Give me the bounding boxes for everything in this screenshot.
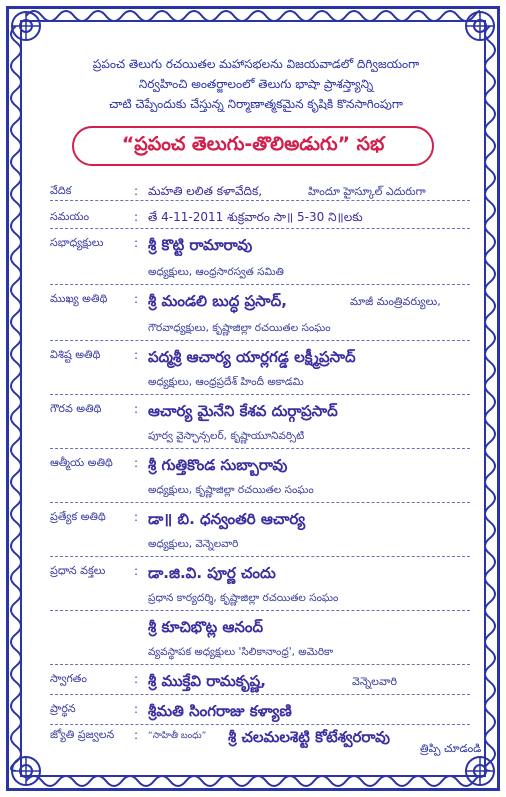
intro-text [56, 54, 456, 114]
corner-ornament-icon [4, 749, 48, 793]
row-desc: అధ్యక్షులు, ఆంధ్రప్రదేశ్ హిందీ అకాడమి [148, 376, 304, 388]
divider [50, 448, 470, 449]
border-pattern-bottom [26, 771, 480, 791]
row-value: శ్రీ కూచిభొట్ల ఆనంద్ [148, 618, 264, 636]
border-pattern-right [480, 26, 500, 771]
row-value: శ్రీ చలమలశెట్టి కోటేశ్వరరావు [228, 728, 390, 746]
row-desc: పూర్వ వైస్ఛాన్సలర్, కృష్ణాయూనివర్సిటి [148, 430, 305, 442]
row-label: జ్యోతి ప్రజ్వలన [50, 728, 115, 741]
row-label: వేదిక [50, 184, 72, 197]
row-label: సభాధ్యక్షులు [50, 236, 104, 249]
row-label: సమయం [50, 210, 90, 223]
intro-line: నిర్వహించి అంతర్జాలంలో తెలుగు భాషా ప్రాశస్త్యాన్ని [138, 77, 374, 91]
row-value: శ్రీ కొట్టి రామారావు [148, 236, 253, 254]
row-label: ముఖ్య అతిథి [50, 292, 108, 305]
row-label: ఆత్మీయ అతిథి [50, 456, 113, 469]
row-value: ఆచార్య మైనేని కేశవ దుర్గాప్రసాద్ [148, 402, 338, 420]
event-title: “ప్రపంచ తెలుగు-తొలిఅడుగు” సభ [121, 132, 385, 155]
row-desc: అధ్యక్షులు, వెన్నెలవారి [148, 538, 239, 550]
row-label: ప్రధాన వక్తలు [50, 564, 106, 577]
divider [50, 724, 470, 725]
row-extra: వెన్నెలవారి [352, 675, 398, 688]
row-desc: ప్రధాన కార్యదర్శి, కృష్ణాజిల్లా రచయితల సంఘం [148, 592, 339, 604]
intro-line: ప్రపంచ తెలుగు రచయితల మహాసభలను విజయవాడలో దిగ్విజయంగా [92, 57, 420, 71]
turn-over-note: త్రిప్పి చూడండి [420, 742, 482, 755]
divider [50, 200, 470, 201]
row-label: ప్రత్యేక అతిథి [50, 510, 106, 523]
row-value: పద్మశ్రీ ఆచార్య యార్లగడ్డ లక్ష్మీప్రసాద్ [148, 348, 356, 366]
row-desc: అధ్యక్షులు, ఆంధ్రసారస్వత సమితి [148, 266, 284, 278]
row-value: తే 4-11-2011 శుక్రవారం సా॥ 5-30 ని॥లకు [148, 210, 363, 224]
divider [50, 340, 470, 341]
row-label: గౌరవ అతిథి [50, 402, 102, 415]
row-desc: గౌరవాధ్యక్షులు, కృష్ణాజిల్లా రచయితల సంఘం [148, 322, 331, 334]
row-value: శ్రీమతి సింగరాజు కళ్యాణి [148, 702, 292, 720]
row-extra: హిందూ హైస్కూల్ ఎదురుగా [308, 185, 426, 198]
row-extra: మాజీ మంత్రివర్యులు, [350, 295, 441, 308]
row-value: మహతి లలిత కళావేదిక, [148, 184, 263, 198]
corner-ornament-icon [4, 4, 48, 48]
row-prefix: “సాహితీ బంధు” [148, 731, 207, 741]
row-desc: వ్యవస్థాపక అధ్యక్షులు 'సిలికానాంధ్ర', అమెరికా [148, 646, 334, 658]
event-title-band [72, 126, 434, 166]
divider [50, 502, 470, 503]
divider [50, 610, 470, 611]
divider [50, 284, 470, 285]
divider [50, 228, 470, 229]
row-value: డా॥ బి. ధన్వంతరి ఆచార్య [148, 510, 306, 528]
row-desc: అధ్యక్షులు, కృష్ణాజిల్లా రచయితల సంఘం [148, 484, 314, 496]
row-value: శ్రీ గుత్తికొండ సుబ్బారావు [148, 456, 288, 474]
row-label: స్వాగతం [50, 672, 87, 685]
divider [50, 694, 470, 695]
row-label: ప్రార్థన [50, 702, 76, 715]
border-pattern-top [26, 6, 480, 26]
row-label: విశిష్ట అతిథి [50, 348, 101, 361]
row-value: శ్రీ ముక్తేవి రామకృష్ణ, [148, 672, 266, 690]
row-value: శ్రీ మండలి బుద్ధ ప్రసాద్, [148, 292, 287, 310]
divider [50, 394, 470, 395]
row-value: డా.జి.వి. పూర్ణ చందు [148, 564, 276, 582]
border-pattern-left [6, 26, 26, 771]
corner-ornament-icon [458, 4, 502, 48]
divider [50, 664, 470, 665]
intro-line: చాటి చెప్పేందుకు చేస్తున్న నిర్మాణాత్మకమైన కృషికి కొనసాగింపుగా [109, 97, 403, 111]
divider [50, 556, 470, 557]
